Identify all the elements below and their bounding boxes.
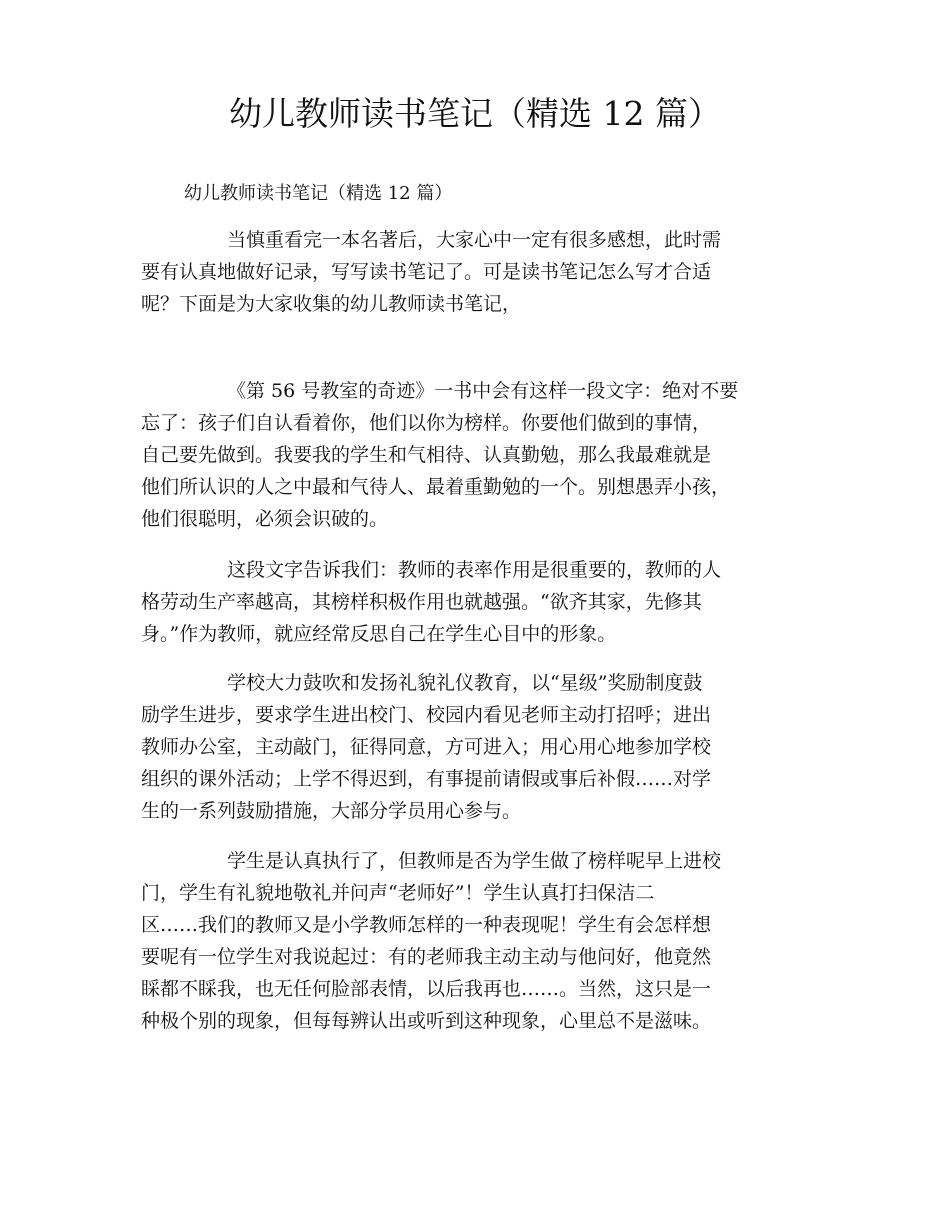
text-line: 学校大力鼓吹和发扬礼貌礼仪教育，以“星级”奖励制度鼓 xyxy=(227,672,703,694)
text-line: 身。”作为教师，就应经常反思自己在学生心目中的形象。 xyxy=(141,623,617,645)
text-line: 教师办公室，主动敲门，征得同意，方可进入；用心用心地参加学校 xyxy=(141,736,712,758)
paragraph-teacher-example xyxy=(141,845,831,1037)
text-line: 呢？下面是为大家收集的幼儿教师读书笔记， xyxy=(141,293,522,315)
text-line: 种极个别的现象，但每每辨认出或听到这种现象，心里总不是滋味。 xyxy=(141,1010,712,1032)
text-line: 学生是认真执行了，但教师是否为学生做了榜样呢早上进校 xyxy=(227,850,722,872)
text-line: 区……我们的教师又是小学教师怎样的一种表现呢！学生有会怎样想 xyxy=(141,914,712,936)
paragraph-school-etiquette xyxy=(141,667,831,827)
text-line: 忘了：孩子们自认看着你，他们以你为榜样。你要他们做到的事情， xyxy=(141,412,712,434)
text-line: 要呢有一位学生对我说起过：有的老师我主动主动与他问好，他竟然 xyxy=(141,946,712,968)
text-line: 格劳动生产率越高，其榜样积极作用也就越强。“欲齐其家，先修其 xyxy=(141,591,702,613)
paragraph-intro xyxy=(141,224,831,320)
text-line: 自己要先做到。我要我的学生和气相待、认真勤勉，那么我最难就是 xyxy=(141,444,712,466)
text-line: 他们很聪明，必须会识破的。 xyxy=(141,508,389,530)
text-line: 睬都不睬我，也无任何脸部表情，以后我再也……。当然，这只是一 xyxy=(141,978,712,1000)
text-line: 励学生进步，要求学生进出校门、校园内看见老师主动打招呼；进出 xyxy=(141,704,712,726)
text-line: 门，学生有礼貌地敬礼并问声“老师好”！学生认真打扫保洁二 xyxy=(141,882,655,904)
text-line: 这段文字告诉我们：教师的表率作用是很重要的，教师的人 xyxy=(227,559,722,581)
text-line: 他们所认识的人之中最和气待人、最着重勤勉的一个。别想愚弄小孩， xyxy=(141,476,731,498)
document-title: 幼儿教师读书笔记（精选 12 篇） xyxy=(229,94,721,133)
text-line: 生的一系列鼓励措施，大部分学员用心参与。 xyxy=(141,800,522,822)
text-line: 《第 56 号教室的奇迹》一书中会有这样一段文字：绝对不要 xyxy=(227,380,739,402)
text-line: 组织的课外活动；上学不得迟到，有事提前请假或事后补假……对学 xyxy=(141,768,712,790)
paragraph-quote xyxy=(141,375,831,535)
paragraph-reflection xyxy=(141,554,831,650)
text-line: 当慎重看完一本名著后，大家心中一定有很多感想，此时需 xyxy=(227,229,722,251)
document-subtitle: 幼儿教师读书笔记（精选 12 篇） xyxy=(184,183,453,204)
text-line: 要有认真地做好记录，写写读书笔记了。可是读书笔记怎么写才合适 xyxy=(141,261,712,283)
